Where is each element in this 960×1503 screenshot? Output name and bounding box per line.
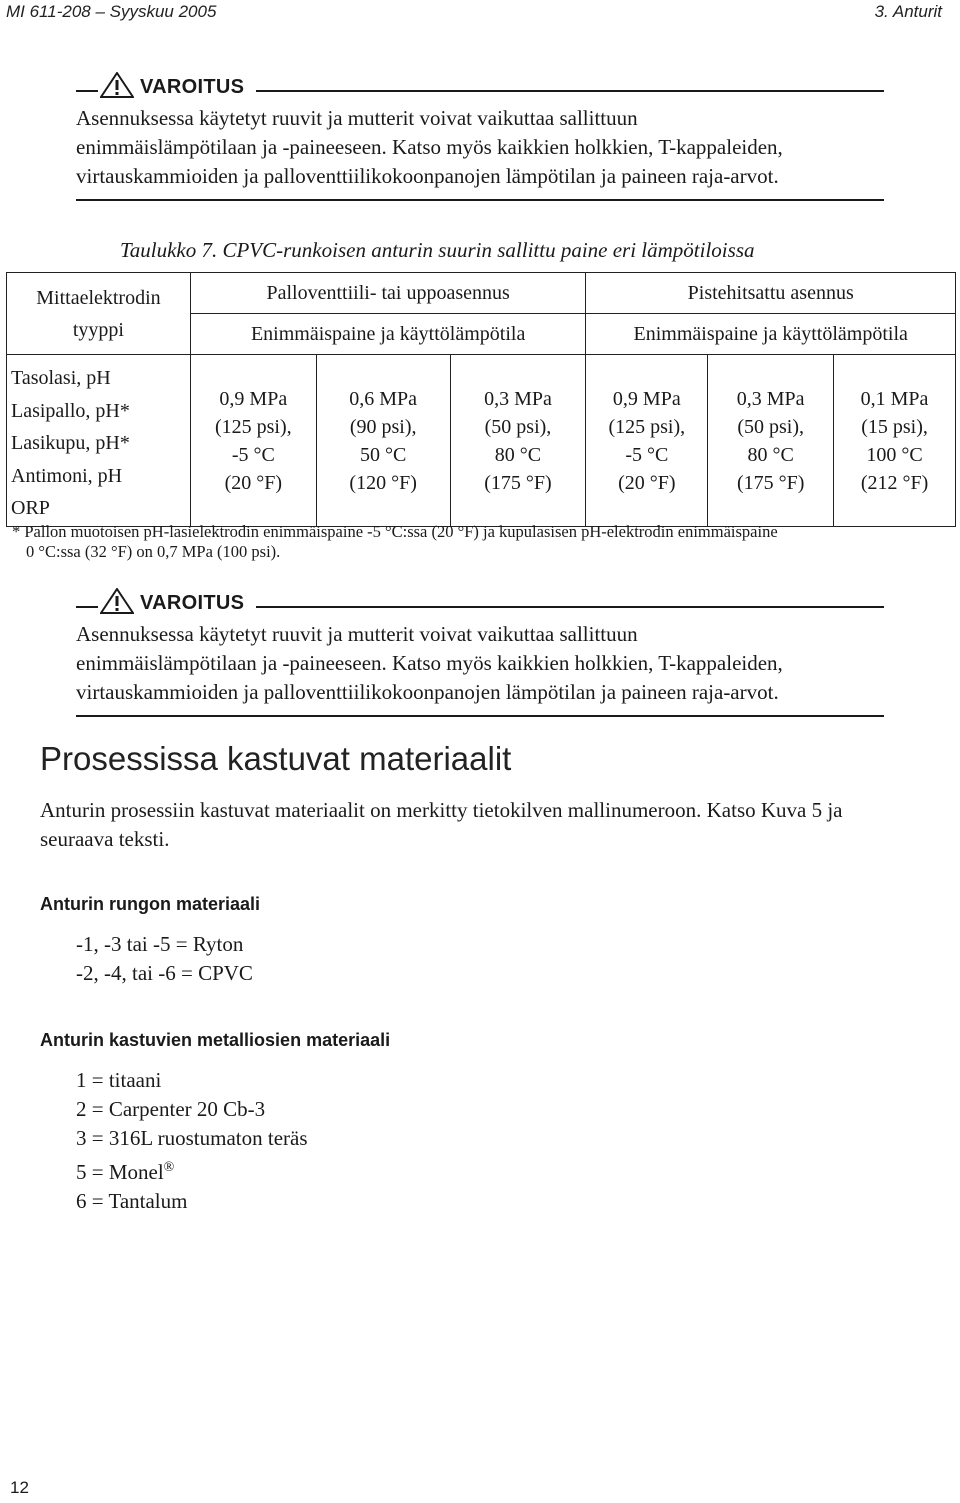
- value-fahrenheit: (175 °F): [736, 471, 805, 494]
- intro-line: seuraava teksti.: [40, 827, 170, 851]
- value-pressure: 0,3 MPa: [484, 387, 552, 410]
- warning-line: Asennuksessa käytetyt ruuvit ja mutterit voivat vaikuttaa sallittuun: [76, 622, 638, 646]
- body-material-list: [76, 930, 253, 988]
- subheader-weld: Enimmäispaine ja käyttölämpötila: [586, 314, 956, 355]
- list-item: -2, -4, tai -6 = CPVC: [76, 961, 253, 985]
- warning-box-top: [76, 72, 884, 201]
- footnote-line: * Pallon muotoisen pH-lasielektrodin enimmäispaine -5 °C:ssa (20 °F) ja kupulasisen pH-elektrodin enimmäispaine: [12, 522, 778, 541]
- value-pressure: 0,3 MPa: [736, 387, 805, 410]
- warning-triangle-icon: [100, 588, 134, 614]
- group-header-weld: Pistehitsattu asennus: [586, 273, 956, 314]
- rule-right: [256, 606, 884, 608]
- warning-triangle-icon: [100, 72, 134, 98]
- value-psi: (50 psi),: [484, 415, 552, 438]
- list-item: -1, -3 tai -5 = Ryton: [76, 932, 244, 956]
- list-item-text: 5 = Monel: [76, 1160, 164, 1184]
- warning-title: VAROITUS: [140, 76, 245, 98]
- table-footnote: [12, 522, 932, 562]
- value-pressure: 0,9 MPa: [219, 387, 288, 410]
- value-psi: (15 psi),: [861, 415, 928, 438]
- list-item: 1 = titaani: [76, 1068, 162, 1092]
- warning-line: enimmäislämpötilaan ja -paineeseen. Katso myös kaikkien holkkien, T-kappaleiden,: [76, 651, 783, 675]
- page-number: 12: [10, 1478, 29, 1497]
- electrode-type: ORP: [11, 497, 50, 520]
- value-cell: [450, 355, 586, 527]
- warning-text: [76, 620, 884, 717]
- list-item: 6 = Tantalum: [76, 1189, 188, 1213]
- body-material-heading: Anturin rungon materiaali: [40, 894, 261, 914]
- footnote-line: 0 °C:ssa (32 °F) on 0,7 MPa (100 psi).: [26, 542, 281, 561]
- warning-line: Asennuksessa käytetyt ruuvit ja mutterit voivat vaikuttaa sallittuun: [76, 106, 638, 130]
- section-intro: [40, 796, 950, 854]
- value-celsius: -5 °C: [625, 443, 669, 466]
- value-fahrenheit: (175 °F): [484, 471, 552, 494]
- value-fahrenheit: (212 °F): [860, 471, 929, 494]
- electrode-type: Lasikupu, pH*: [11, 432, 130, 455]
- column-header-type-line: tyyppi: [72, 318, 124, 341]
- value-fahrenheit: (20 °F): [224, 471, 283, 494]
- table-caption: Taulukko 7. CPVC-runkoisen anturin suurin sallittu paine eri lämpötiloissa: [120, 238, 755, 262]
- pressure-table: [6, 272, 956, 527]
- warning-box-bottom: [76, 588, 884, 717]
- value-celsius: -5 °C: [231, 443, 275, 466]
- list-item: [76, 1153, 308, 1187]
- value-celsius: 80 °C: [494, 443, 542, 466]
- list-item: 2 = Carpenter 20 Cb-3: [76, 1097, 266, 1121]
- rule-left: [76, 90, 98, 92]
- value-celsius: 50 °C: [359, 443, 407, 466]
- rule-right: [256, 90, 884, 92]
- warning-line: virtauskammioiden ja palloventtiilikokoonpanojen lämpötilan ja paineen raja-arvot.: [76, 680, 779, 704]
- electrode-type: Antimoni, pH: [11, 464, 123, 487]
- value-psi: (125 psi),: [608, 415, 686, 438]
- section-title: Prosessissa kastuvat materiaalit: [40, 740, 512, 777]
- rule-left: [76, 606, 98, 608]
- value-cell: [834, 355, 956, 527]
- warning-title: VAROITUS: [140, 592, 245, 614]
- registered-mark: ®: [163, 1160, 175, 1175]
- metal-material-list: [76, 1066, 308, 1216]
- subheader-ball-valve: Enimmäispaine ja käyttölämpötila: [190, 314, 586, 355]
- metal-material-heading: Anturin kastuvien metalliosien materiaali: [40, 1030, 391, 1050]
- intro-line: Anturin prosessiin kastuvat materiaalit on merkitty tietokilven mallinumeroon. Katso Kuva 5 ja: [40, 798, 843, 822]
- value-psi: (90 psi),: [349, 415, 417, 438]
- value-pressure: 0,9 MPa: [612, 387, 681, 410]
- value-celsius: 80 °C: [747, 443, 794, 466]
- header-section: 3. Anturit: [874, 2, 942, 21]
- column-header-type-line: Mittaelektrodin: [36, 286, 161, 309]
- value-celsius: 100 °C: [866, 443, 923, 466]
- value-cell: [586, 355, 708, 527]
- electrode-type: Tasolasi, pH: [11, 367, 111, 390]
- value-cell: [316, 355, 450, 527]
- group-header-ball-valve: Palloventtiili- tai uppoasennus: [190, 273, 586, 314]
- value-pressure: 0,6 MPa: [349, 387, 418, 410]
- electrode-types-cell: [7, 355, 191, 527]
- warning-line: virtauskammioiden ja palloventtiilikokoonpanojen lämpötilan ja paineen raja-arvot.: [76, 164, 779, 188]
- list-item: 3 = 316L ruostumaton teräs: [76, 1126, 308, 1150]
- column-header-type: [7, 273, 191, 355]
- header-doc-id: MI 611-208 – Syyskuu 2005: [6, 2, 217, 21]
- warning-line: enimmäislämpötilaan ja -paineeseen. Katso myös kaikkien holkkien, T-kappaleiden,: [76, 135, 783, 159]
- value-pressure: 0,1 MPa: [860, 387, 929, 410]
- value-fahrenheit: (20 °F): [618, 471, 676, 494]
- electrode-type: Lasipallo, pH*: [11, 399, 130, 422]
- value-cell: [190, 355, 316, 527]
- value-psi: (125 psi),: [214, 415, 292, 438]
- warning-text: [76, 104, 884, 201]
- value-cell: [708, 355, 834, 527]
- value-fahrenheit: (120 °F): [349, 471, 417, 494]
- value-psi: (50 psi),: [737, 415, 804, 438]
